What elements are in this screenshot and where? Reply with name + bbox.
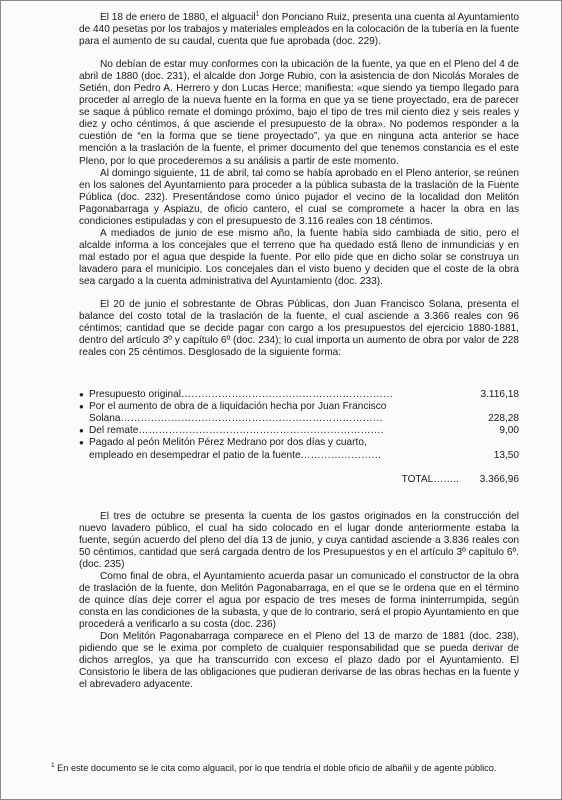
paragraph-6: El tres de octubre se presenta la cuenta de los gastos originados en la construcción del nuevo lavadero público, el cual ha sido colocado en el lugar donde anteriormente estaba la fuente, según acuerdo del pleno del día 13 de junio, y cuya cantidad asciende a 3.836 reales con 50 céntimos, cantidad que será cargada dentro de los Presupuestos y en el artículo 3º capítulo 6º. (doc. 235) [79, 510, 519, 570]
cost-item [79, 437, 519, 461]
paragraph-3: Al domingo siguiente, 11 de abril, tal como se había aprobado en el Pleno anterior, se reúnen en los salones del Ayuntamiento para proceder a la pública subasta de la traslación de la Fuente Pública (doc. 232). Presentándose como único pujador el vecino de la localidad don Melitón Pagonabarraga y Aspiazu, de oficio cantero, el cual se compromete a hacer la obra en las condiciones estipuladas y con el presupuesto de 3.116 reales con 18 céntimos. [79, 167, 519, 227]
footnote [51, 763, 519, 774]
cost-item-amount: 9,00 [499, 425, 519, 437]
cost-item-label: Del remate………………………………………………………………. [89, 425, 384, 437]
cost-item-amount: 3.116,18 [480, 389, 519, 401]
cost-item [79, 389, 519, 401]
paragraph-7: Como final de obra, el Ayuntamiento acuerda pasar un comunicado el constructor de la obra de traslación de la fuente, don Melitón Pagonabarraga, en el que se le ordena que en el término de quince días deje correr el agua por espacio de tres meses de forma ininterrumpida, según consta en las condiciones de la subasta, y que de lo contrario, será el propio Ayuntamiento en que procederá a verificarlo a su costa (doc. 236) [79, 570, 519, 631]
total-label: TOTAL…….. [401, 473, 459, 485]
bullet-icon: ● [79, 438, 84, 448]
cost-item-label: Pagado al peón Melitón Pérez Medrano por dos días y cuarto, [89, 437, 367, 449]
total-amount: 3.366,96 [479, 473, 519, 485]
total-row [79, 474, 519, 486]
cost-item-label: Por el aumento de obra de a liquidación hecha por Juan Francisco [89, 401, 387, 413]
footnote-marker: 1 [255, 10, 260, 18]
cost-breakdown-list [79, 389, 519, 461]
bullet-icon: ● [79, 402, 84, 412]
cost-item-label-cont: Solana…………………………………………………………………… [89, 413, 383, 425]
footnote-number: 1 [51, 761, 55, 769]
cost-item [79, 425, 519, 437]
paragraph-4: A mediados de junio de ese mismo año, la fuente había sido cambiada de sitio, pero el alcalde informa a los concejales que el terreno que ha quedado está lleno de inmundicias y en mal estado por el agua que despide la fuente. Por ello pide que en dicho solar se construya un lavadero para el municipio. Los concejales dan el visto bueno y deciden que el coste de la obra sea cargado a la cuenta administrativa del Ayuntamiento (doc. 233). [79, 227, 519, 287]
paragraph-1-text-b: don Ponciano Ruiz, presenta una cuenta al Ayuntamiento de 440 pesetas por los trabajos y materiales empleados en la colocación de la tubería en la fuente para el aumento de su caudal, cuenta que fue aprobada (doc. 229). [79, 12, 519, 48]
bullet-icon: ● [79, 390, 84, 400]
cost-item-amount: 228,28 [488, 413, 519, 425]
cost-item [79, 401, 519, 425]
document-body [79, 12, 519, 691]
paragraph-1-text-a: El 18 de enero de 1880, el alguacil [100, 12, 256, 23]
paragraph-5: El 20 de junio el sobrestante de Obras Públicas, don Juan Francisco Solana, presenta el balance del costo total de la traslación de la fuente, el cual asciende a 3.366 reales con 96 céntimos; cantidad que se decide pagar con cargo a los presupuestos del ejercicio 1880-1881, dentro del artículo 3º y capítulo 6º (doc. 234); lo cual importa un aumento de obra por valor de 228 reales con 25 céntimos. Desglosado de la siguiente forma: [79, 299, 519, 359]
cost-item-label-cont: empleado en desempedrar el patio de la fuente…………………… [89, 449, 382, 461]
paragraph-8: Don Melitón Pagonabarraga comparece en el Pleno del 13 de marzo de 1881 (doc. 238), pidiendo que se le exima por completo de cualquier responsabilidad que se pueda derivar de dichos arreglos, ya que ha transcurrido con exceso el plazo dado por el Ayuntamiento. El Consistorio le libera de las obligaciones que pudieran derivarse de las obras hechas en la fuente y el abrevadero adyacente. [79, 631, 519, 691]
cost-item-label: Presupuesto original……………………………………………………… [89, 389, 393, 401]
footnote-text: En este documento se le cita como alguacil, por lo que tendría el doble oficio de albañil y de agente público. [54, 763, 497, 773]
paragraph-2: No debían de estar muy conformes con la ubicación de la fuente, ya que en el Pleno del 4 de abril de 1880 (doc. 231), el alcalde don Jorge Rubio, con la asistencia de don Nicolás Morales de Setién, don Pedro A. Herrero y don Lucas Herce; manifiesta: «que siendo ya tiempo llegado para proceder al arreglo de la nueva fuente en la forma en que ya se tiene proyectado, era de parecer se saque á público remate el domingo próximo, bajo el tipo de tres mil ciento diez y seis reales y diez y ocho céntimos, á que asciende el presupuesto de la obra». No podemos responder a la cuestión de “en la forma que se tiene proyectado”, ya que en ninguna acta anterior se hace mención a la traslación de la fuente, el primer documento del que tenemos constancia es el este Pleno, por lo que procederemos a su análisis a partir de este momento. [79, 59, 519, 167]
paragraph-1 [79, 12, 519, 48]
cost-item-amount: 13,50 [493, 449, 519, 461]
bullet-icon: ● [79, 426, 84, 436]
